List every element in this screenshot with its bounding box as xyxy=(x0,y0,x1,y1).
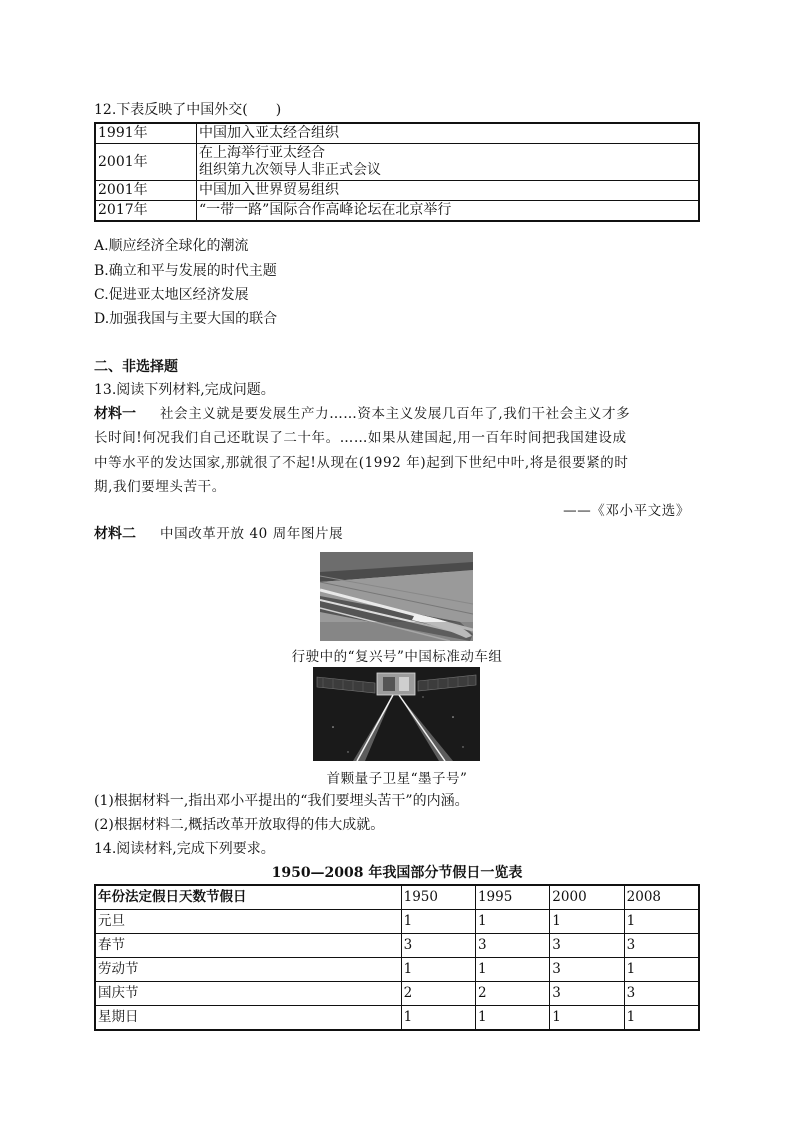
year-header: 2000 xyxy=(550,885,624,910)
material-1-source: ——《邓小平文选》 xyxy=(563,503,690,519)
year-header: 1995 xyxy=(475,885,549,910)
event-cell: 中国加入亚太经合组织 xyxy=(197,123,700,144)
q12-table xyxy=(94,122,700,222)
table-row xyxy=(95,144,699,181)
table-row xyxy=(95,1006,699,1031)
days-cell: 3 xyxy=(475,934,549,958)
material-1-line: 社会主义就是要发展生产力……资本主义发展几百年了,我们干社会主义才多 xyxy=(160,406,631,422)
table-row xyxy=(95,934,699,958)
q13-stem: 13.阅读下列材料,完成问题。 xyxy=(94,382,275,398)
section-title: 二、非选择题 xyxy=(94,359,178,375)
days-cell: 3 xyxy=(550,958,624,982)
year-cell: 2001年 xyxy=(95,144,197,181)
q13-subquestion-1: (1)根据材料一,指出邓小平提出的“我们要埋头苦干”的内涵。 xyxy=(94,793,469,809)
days-cell: 1 xyxy=(624,958,699,982)
holiday-name: 劳动节 xyxy=(95,958,401,982)
days-cell: 1 xyxy=(475,958,549,982)
option-b[interactable]: B.确立和平与发展的时代主题 xyxy=(94,263,277,279)
q14-stem: 14.阅读材料,完成下列要求。 xyxy=(94,841,275,857)
event-cell: “一带一路”国际合作高峰论坛在北京举行 xyxy=(197,201,700,222)
days-cell: 1 xyxy=(550,910,624,934)
holiday-name: 元旦 xyxy=(95,910,401,934)
material-2-text: 中国改革开放 40 周年图片展 xyxy=(160,526,344,542)
days-cell: 3 xyxy=(550,982,624,1006)
days-cell: 1 xyxy=(401,910,475,934)
table-row xyxy=(95,201,699,222)
table-row xyxy=(95,181,699,201)
days-cell: 3 xyxy=(401,934,475,958)
days-cell: 1 xyxy=(475,910,549,934)
option-d[interactable]: D.加强我国与主要大国的联合 xyxy=(94,311,278,327)
days-cell: 3 xyxy=(624,934,699,958)
event-cell xyxy=(197,144,700,181)
satellite-image xyxy=(313,667,480,761)
days-cell: 1 xyxy=(401,958,475,982)
satellite-caption: 首颗量子卫星“墨子号” xyxy=(326,771,468,787)
days-cell: 1 xyxy=(550,1006,624,1031)
days-cell: 2 xyxy=(475,982,549,1006)
holiday-name: 春节 xyxy=(95,934,401,958)
table-row xyxy=(95,982,699,1006)
satellite-photo xyxy=(313,667,480,761)
year-header: 1950 xyxy=(401,885,475,910)
material-1-line: 期,我们要埋头苦干。 xyxy=(94,479,226,495)
days-cell: 3 xyxy=(550,934,624,958)
event-cell: 中国加入世界贸易组织 xyxy=(197,181,700,201)
table-row xyxy=(95,123,699,144)
q14-table xyxy=(94,884,700,1031)
q12-stem: 12.下表反映了中国外交( ) xyxy=(94,102,282,118)
event-line: 在上海举行亚太经合 xyxy=(199,145,325,161)
days-cell: 2 xyxy=(401,982,475,1006)
header-label: 年份法定假日天数节假日 xyxy=(95,885,401,910)
train-photo xyxy=(320,552,473,641)
event-line: 组织第九次领导人非正式会议 xyxy=(199,162,381,178)
material-1-label: 材料一 xyxy=(94,406,136,422)
table-header-row xyxy=(95,885,699,910)
material-2-label: 材料二 xyxy=(94,526,136,542)
year-header: 2008 xyxy=(624,885,699,910)
table-row xyxy=(95,910,699,934)
holiday-name: 星期日 xyxy=(95,1006,401,1031)
year-cell: 1991年 xyxy=(95,123,197,144)
holiday-name: 国庆节 xyxy=(95,982,401,1006)
material-1-line: 中等水平的发达国家,那就很了不起!从现在(1992 年)起到下世纪中叶,将是很要紧的时 xyxy=(94,455,629,471)
year-cell: 2001年 xyxy=(95,181,197,201)
days-cell: 1 xyxy=(624,910,699,934)
train-caption: 行驶中的“复兴号”中国标准动车组 xyxy=(291,649,503,665)
table-row xyxy=(95,958,699,982)
days-cell: 1 xyxy=(401,1006,475,1031)
train-image xyxy=(320,552,473,641)
q14-table-caption: 1950—2008 年我国部分节假日一览表 xyxy=(271,865,523,881)
days-cell: 1 xyxy=(624,1006,699,1031)
q13-subquestion-2: (2)根据材料二,概括改革开放取得的伟大成就。 xyxy=(94,817,385,833)
days-cell: 3 xyxy=(624,982,699,1006)
material-1-line: 长时间!何况我们自己还耽误了二十年。……如果从建国起,用一百年时间把我国建设成 xyxy=(94,430,627,446)
year-cell: 2017年 xyxy=(95,201,197,222)
option-c[interactable]: C.促进亚太地区经济发展 xyxy=(94,287,249,303)
option-a[interactable]: A.顺应经济全球化的潮流 xyxy=(94,238,249,254)
days-cell: 1 xyxy=(475,1006,549,1031)
